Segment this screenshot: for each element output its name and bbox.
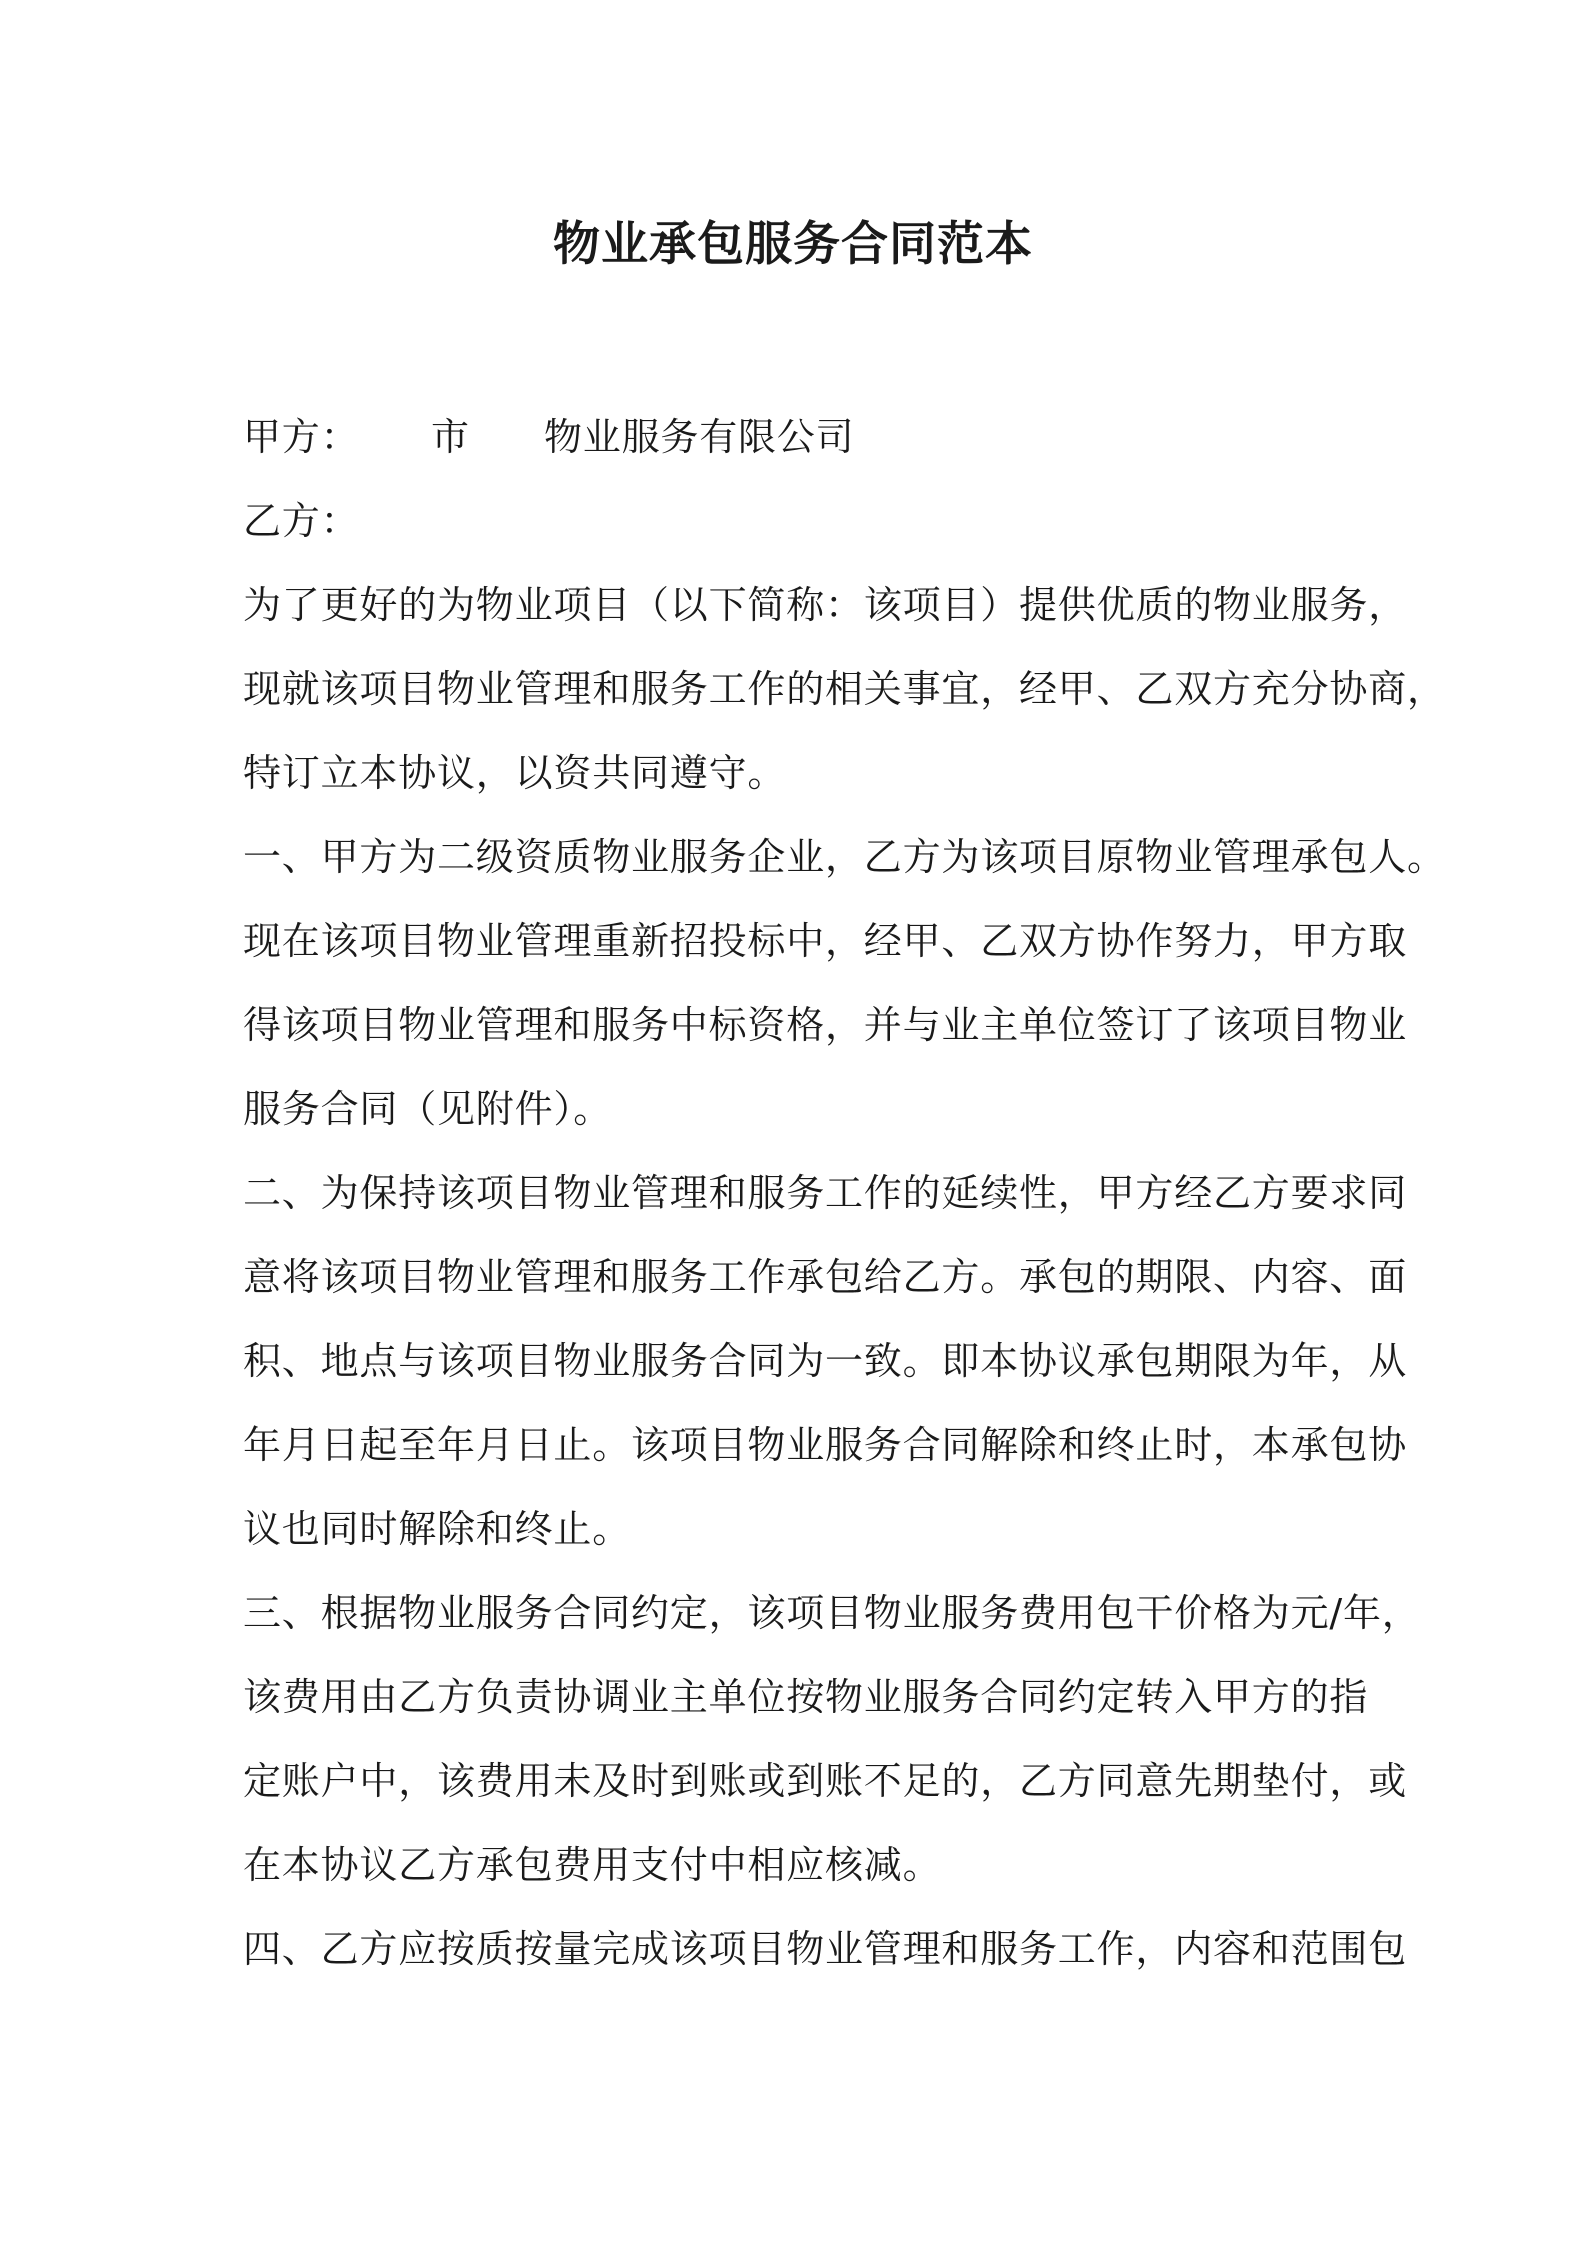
body-line: 该费用由乙方负责协调业主单位按物业服务合同约定转入甲方的指 (243, 1675, 1369, 1719)
body-line: 意将该项目物业管理和服务工作承包给乙方。承包的期限、内容、面 (243, 1255, 1408, 1299)
party-a-company: 物业服务有限公司 (544, 415, 855, 459)
body-line: 服务合同（见附件）。 (243, 1087, 613, 1131)
body-line: 定账户中，该费用未及时到账或到账不足的，乙方同意先期垫付，或 (243, 1759, 1408, 1803)
party-b-label: 乙方： (243, 499, 360, 543)
party-a-label: 甲方： (243, 415, 360, 459)
body-line: 年月日起至年月日止。该项目物业服务合同解除和终止时，本承包协 (243, 1423, 1408, 1467)
body-line: 二、为保持该项目物业管理和服务工作的延续性，甲方经乙方要求同 (243, 1171, 1408, 1215)
body-line: 得该项目物业管理和服务中标资格，并与业主单位签订了该项目物业 (243, 1003, 1408, 1047)
body-line: 一、甲方为二级资质物业服务企业，乙方为该项目原物业管理承包人。 (243, 835, 1446, 879)
party-a-city: 市 (431, 415, 470, 459)
body-line: 积、地点与该项目物业服务合同为一致。即本协议承包期限为年，从 (243, 1339, 1408, 1383)
body-line: 在本协议乙方承包费用支付中相应核减。 (243, 1843, 942, 1887)
body-line: 三、根据物业服务合同约定，该项目物业服务费用包干价格为元/年， (243, 1591, 1421, 1635)
body-line: 四、乙方应按质按量完成该项目物业管理和服务工作，内容和范围包 (243, 1927, 1408, 1971)
body-line: 现在该项目物业管理重新招投标中，经甲、乙双方协作努力，甲方取 (243, 919, 1408, 963)
body-line: 议也同时解除和终止。 (243, 1507, 632, 1551)
body-line: 为了更好的为物业项目（以下简称：该项目）提供优质的物业服务， (243, 583, 1408, 627)
body-line: 现就该项目物业管理和服务工作的相关事宜，经甲、乙双方充分协商， (243, 667, 1446, 711)
document-title: 物业承包服务合同范本 (553, 217, 1033, 272)
body-line: 特订立本协议，以资共同遵守。 (243, 751, 787, 795)
